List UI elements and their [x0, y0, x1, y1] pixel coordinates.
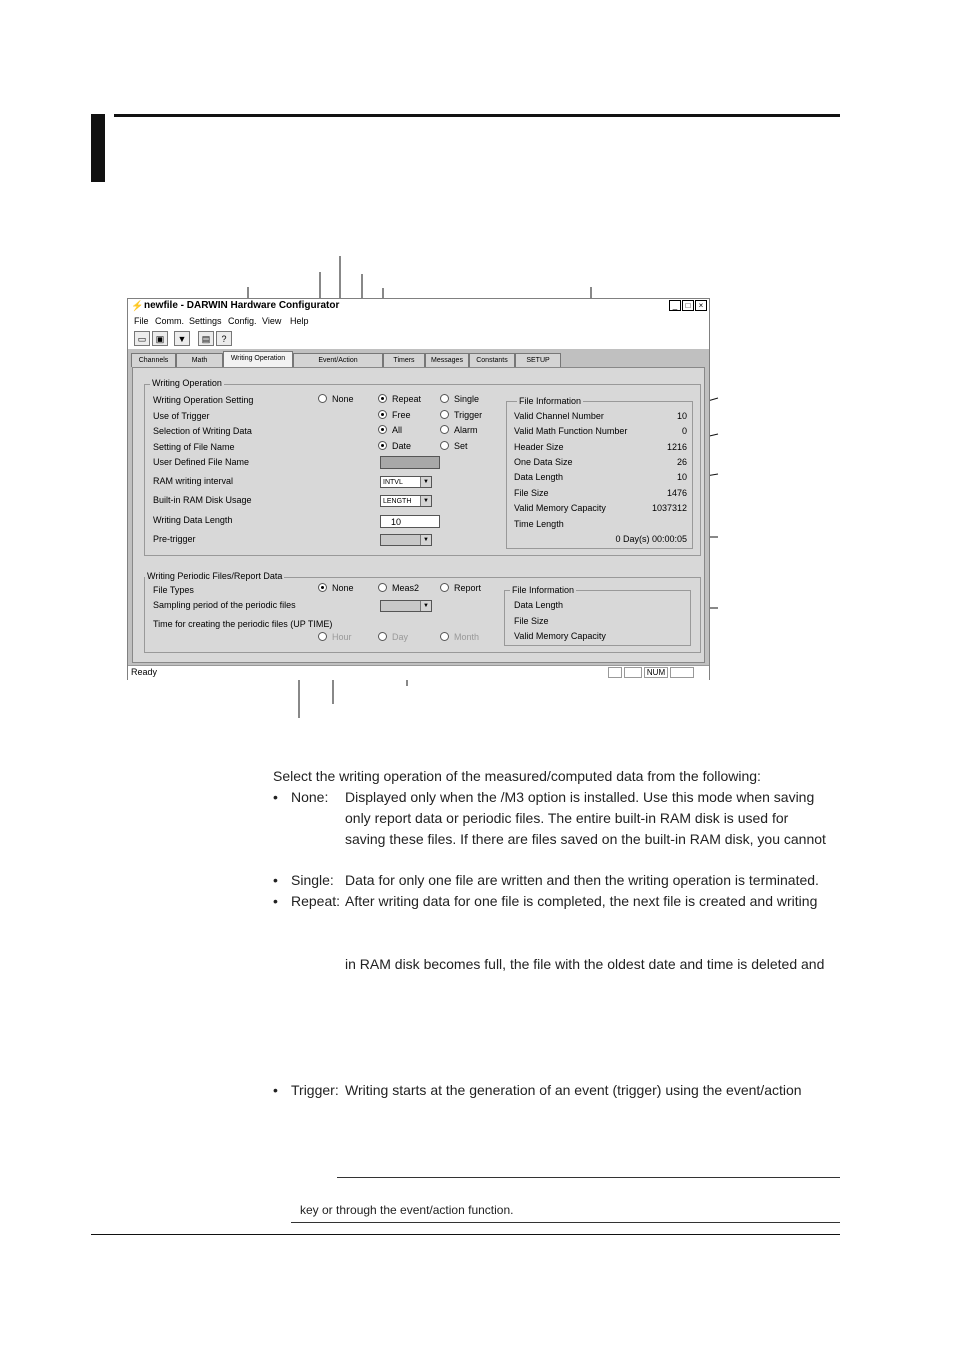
- file-info-label: Header Size: [514, 442, 564, 452]
- tab-setup[interactable]: SETUP: [515, 353, 561, 367]
- radio-creation-day[interactable]: Day: [378, 632, 408, 642]
- option-none-text: only report data or periodic files. The entire built-in RAM disk is used for: [345, 810, 789, 826]
- file-info-value: 26: [676, 457, 687, 467]
- menu-bar: [128, 314, 709, 329]
- file-info-title: File Information: [519, 396, 582, 406]
- status-box: [608, 667, 622, 678]
- option-single-text: Data for only one file are written and then the writing operation is terminated.: [345, 872, 819, 888]
- label-pretrigger: Pre-trigger: [153, 534, 196, 544]
- tab-constants[interactable]: Constants: [469, 353, 515, 367]
- status-box: [670, 667, 694, 678]
- tab-channels[interactable]: Channels: [131, 353, 176, 367]
- time-length-value: 0 Day(s) 00:00:05: [615, 534, 687, 544]
- label-user-file-name: User Defined File Name: [153, 457, 250, 467]
- tab-timers[interactable]: Timers: [383, 353, 425, 367]
- tab-writing-operation[interactable]: Writing Operation: [223, 351, 293, 367]
- chevron-down-icon: ▼: [420, 601, 431, 611]
- status-text: Ready: [131, 667, 158, 677]
- intro-text: Select the writing operation of the measured/computed data from the following:: [273, 768, 761, 784]
- radio-creation-hour[interactable]: Hour: [318, 632, 352, 642]
- toolbar: [128, 329, 709, 349]
- help-icon[interactable]: ?: [216, 331, 232, 346]
- option-none-text: saving these files. If there are files saved on the built-in RAM disk, you cannot: [345, 831, 826, 847]
- ram-interval-select[interactable]: INTVL ▼: [380, 476, 432, 488]
- chevron-down-icon: ▼: [420, 535, 431, 545]
- file-info-label: Valid Math Function Number: [514, 426, 628, 436]
- bullet: •: [273, 893, 278, 909]
- note-rule-top: [337, 1177, 840, 1178]
- header-bar: [91, 114, 105, 182]
- option-repeat-label: Repeat:: [291, 893, 341, 909]
- file-info-value: 10: [676, 472, 687, 482]
- download-icon[interactable]: ▼: [174, 331, 190, 346]
- label-disk-usage: Built-in RAM Disk Usage: [153, 495, 252, 505]
- radio-creation-month[interactable]: Month: [440, 632, 479, 642]
- menu-comm[interactable]: Comm.: [155, 316, 184, 326]
- status-bar: [128, 665, 709, 680]
- data-length-input[interactable]: 10: [380, 515, 440, 528]
- footer-rule: [91, 1234, 840, 1235]
- radio-filetype-report[interactable]: Report: [440, 583, 481, 593]
- label-file-name: Setting of File Name: [153, 442, 235, 452]
- writing-operation-title: Writing Operation: [152, 378, 222, 388]
- periodic-file-info-label: Data Length: [514, 600, 564, 610]
- option-trigger-label: Trigger:: [291, 1082, 339, 1098]
- tab-math[interactable]: Math: [176, 353, 223, 367]
- label-creation-time: Time for creating the periodic files (UP TIME): [153, 619, 333, 629]
- radio-trigger-free[interactable]: Free: [378, 410, 411, 420]
- periodic-title: Writing Periodic Files/Report Data: [147, 571, 283, 581]
- radio-setting-repeat[interactable]: Repeat: [378, 394, 421, 404]
- writing-operation-panel: [132, 367, 705, 663]
- sampling-period-select[interactable]: [380, 600, 432, 612]
- menu-settings[interactable]: Settings: [189, 316, 222, 326]
- header-rule: [114, 114, 840, 117]
- label-file-types: File Types: [153, 585, 194, 595]
- bullet: •: [273, 789, 278, 805]
- menu-file[interactable]: File: [134, 316, 149, 326]
- file-info-value: 1037312: [651, 503, 687, 513]
- save-icon[interactable]: ▣: [152, 331, 168, 346]
- radio-setting-single[interactable]: Single: [440, 394, 479, 404]
- label-ram-interval: RAM writing interval: [153, 476, 234, 486]
- file-info-label: Time Length: [514, 519, 564, 529]
- radio-filetype-none[interactable]: None: [318, 583, 354, 593]
- user-file-name-input[interactable]: [380, 456, 440, 469]
- radio-filename-date[interactable]: Date: [378, 441, 411, 451]
- label-data-length: Writing Data Length: [153, 515, 233, 525]
- periodic-file-info-label: Valid Memory Capacity: [514, 631, 606, 641]
- option-repeat-text: After writing data for one file is completed, the next file is created and writing: [345, 893, 818, 909]
- label-selection-writing-data: Selection of Writing Data: [153, 426, 252, 436]
- file-info-label: Data Length: [514, 472, 564, 482]
- periodic-file-info-label: File Size: [514, 616, 549, 626]
- title-bar: [128, 299, 709, 315]
- label-sampling-period: Sampling period of the periodic files: [153, 600, 296, 610]
- option-repeat-text: in RAM disk becomes full, the file with the oldest date and time is deleted and: [345, 956, 825, 972]
- radio-filename-set[interactable]: Set: [440, 441, 468, 451]
- menu-view[interactable]: View: [262, 316, 282, 326]
- chevron-down-icon: ▼: [420, 477, 431, 487]
- tab-strip: [128, 351, 709, 367]
- configurator-window: [127, 298, 710, 680]
- tab-event-action[interactable]: Event/Action: [293, 353, 383, 367]
- note-text: key or through the event/action function.: [300, 1203, 514, 1217]
- radio-selection-all[interactable]: All: [378, 425, 402, 435]
- window-title: newfile - DARWIN Hardware Configurator: [144, 300, 340, 311]
- radio-trigger-trigger[interactable]: Trigger: [440, 410, 482, 420]
- status-num: NUM: [644, 667, 668, 678]
- periodic-file-info-title: File Information: [512, 585, 575, 595]
- label-use-of-trigger: Use of Trigger: [153, 411, 210, 421]
- label-writing-setting: Writing Operation Setting: [153, 395, 254, 405]
- bullet: •: [273, 1082, 278, 1098]
- tab-messages[interactable]: Messages: [425, 353, 469, 367]
- radio-selection-alarm[interactable]: Alarm: [440, 425, 478, 435]
- radio-filetype-meas2[interactable]: Meas2: [378, 583, 419, 593]
- radio-setting-none[interactable]: None: [318, 394, 354, 404]
- menu-config[interactable]: Config.: [228, 316, 257, 326]
- option-none-label: None:: [291, 789, 329, 805]
- chevron-down-icon: ▼: [420, 496, 431, 506]
- file-info-label: Valid Memory Capacity: [514, 503, 606, 513]
- option-none-text: Displayed only when the /M3 option is installed. Use this mode when saving: [345, 789, 815, 805]
- maximize-button[interactable]: □: [682, 300, 694, 311]
- bullet: •: [273, 872, 278, 888]
- app-icon: ⚡: [131, 301, 144, 312]
- file-info-label: File Size: [514, 488, 549, 498]
- minimize-button[interactable]: _: [669, 300, 681, 311]
- print-icon[interactable]: ▤: [198, 331, 214, 346]
- option-trigger-text: Writing starts at the generation of an event (trigger) using the event/action: [345, 1082, 802, 1098]
- note-rule-bottom: [291, 1222, 840, 1223]
- file-info-label: Valid Channel Number: [514, 411, 604, 421]
- pretrigger-select[interactable]: [380, 534, 432, 546]
- file-info-value: 1216: [666, 442, 687, 452]
- file-info-value: 1476: [666, 488, 687, 498]
- file-info-value: 0: [681, 426, 687, 436]
- open-icon[interactable]: ▭: [134, 331, 150, 346]
- close-button[interactable]: ×: [695, 300, 707, 311]
- status-box: [624, 667, 642, 678]
- file-info-label: One Data Size: [514, 457, 573, 467]
- option-single-label: Single:: [291, 872, 334, 888]
- file-info-value: 10: [676, 411, 687, 421]
- disk-usage-select[interactable]: LENGTH ▼: [380, 495, 432, 507]
- menu-help[interactable]: Help: [290, 316, 309, 326]
